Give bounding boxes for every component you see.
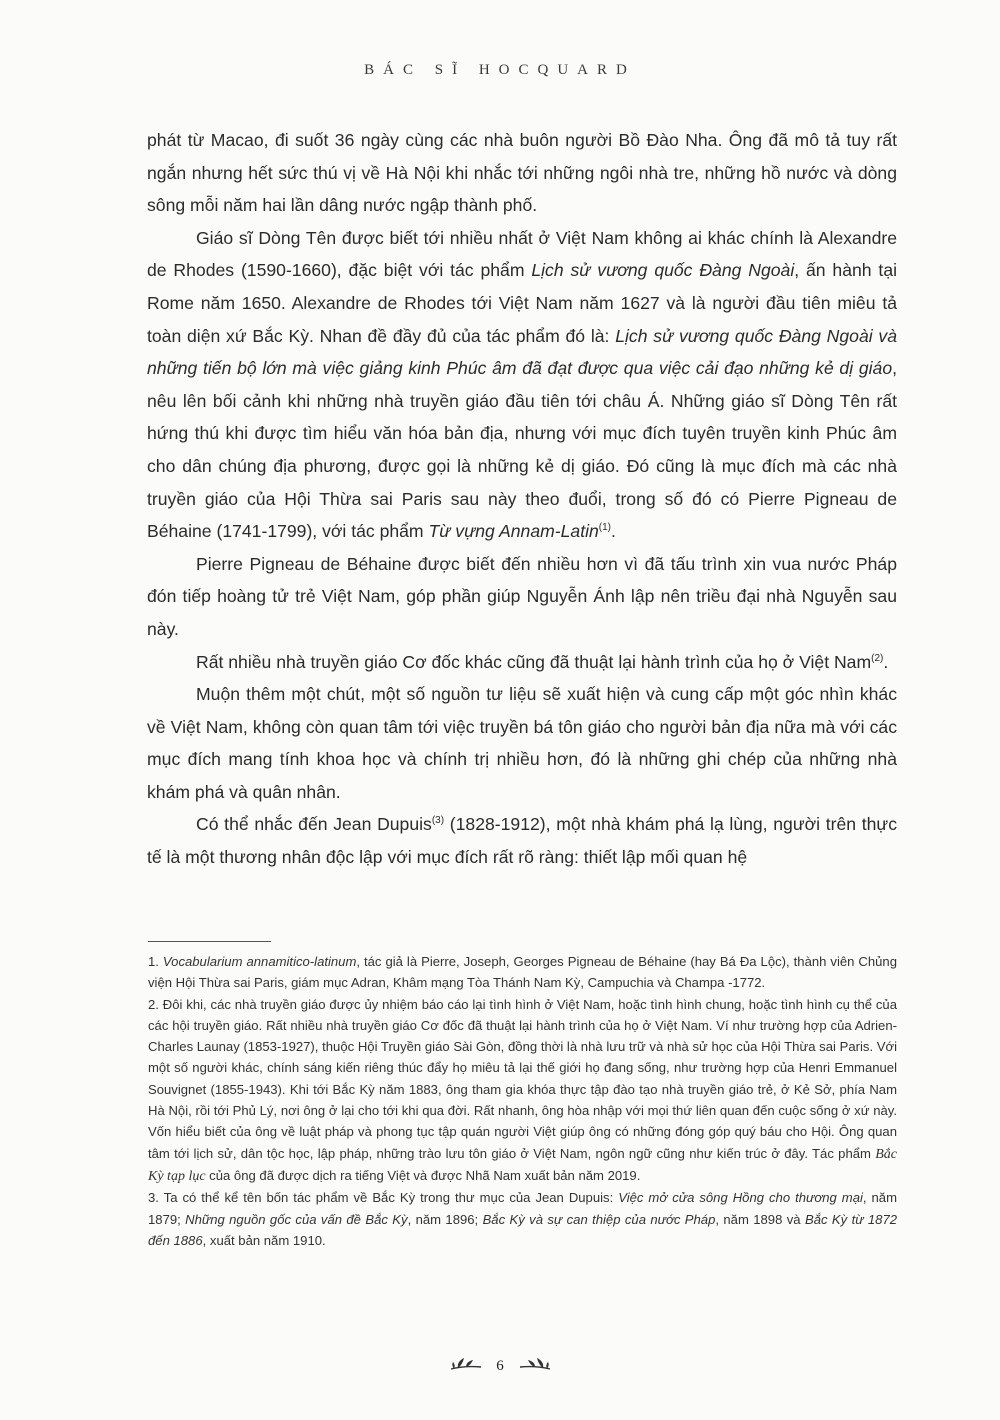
work-title: Từ vựng Annam-Latin — [428, 521, 599, 542]
footnote-1: 1. Vocabularium annamitico-latinum, tác giả là Pierre, Joseph, Georges Pigneau de Béhaine (hay Bá Đa Lộc), thành viên Chủng viện Hội Thừa sai Paris, giám mục Adran, Khâm mạng Tòa Thánh Nam Kỳ, Campuchia và Champa -1772. — [148, 954, 897, 991]
running-head: BÁC SĨ HOCQUARD — [364, 62, 636, 78]
page-number: 6 — [496, 1357, 504, 1374]
main-text — [147, 124, 897, 874]
footnote-3: 3. Ta có thể kể tên bốn tác phẩm về Bắc Kỳ trong thư mục của Jean Dupuis: Việc mở cửa sông Hồng cho thương mại, năm 1879; Những nguồn gốc của vấn đề Bắc Kỳ, năm 1896; Bắc Kỳ và sự can thiệp của nước Pháp, năm 1898 và Bắc Kỳ từ 1872 đến 1886, xuất bản năm 1910. — [148, 1190, 898, 1248]
leaf-sprig-icon — [518, 1356, 552, 1377]
leaf-sprig-icon — [449, 1356, 483, 1377]
paragraph-4: Rất nhiều nhà truyền giáo Cơ đốc khác cũng đã thuật lại hành trình của họ ở Việt Nam$^{(2)}$. — [196, 651, 889, 672]
paragraph-3: Pierre Pigneau de Béhaine được biết đến nhiều hơn vì đã tấu trình xin vua nước Pháp đón tiếp hoàng tử trẻ Việt Nam, góp phần giúp Nguyễn Ánh lập nên triều đại nhà Nguyễn sau này. — [147, 553, 897, 639]
paragraph-1: phát từ Macao, đi suốt 36 ngày cùng các nhà buôn người Bồ Đào Nha. Ông đã mô tả tuy rất ngắn nhưng hết sức thú vị về Hà Nội khi nhắc tới những ngôi nhà tre, những hồ nước và dòng sông mỗi năm hai lần dâng nước ngập thành phố. — [147, 130, 897, 216]
paragraph-6: Có thể nhắc đến Jean Dupuis$^{(3)}$ (1828-1912), một nhà khám phá lạ lùng, người trên thực tế là một thương nhân độc lập với mục đích rất rõ ràng: thiết lập mối quan hệ — [147, 814, 898, 868]
paragraph-2: Giáo sĩ Dòng Tên được biết tới nhiều nhất ở Việt Nam không ai khác chính là Alexandre de Rhodes (1590-1660), đặc biệt với tác phẩm Lịch sử vương quốc Đàng Ngoài, ấn hành tại Rome năm 1650. Alexandre de Rhodes tới Việt Nam năm 1627 và là người đầu tiên miêu tả toàn diện xứ Bắc Kỳ. Nhan đề đầy đủ của tác phẩm đó là: Lịch sử vương quốc Đàng Ngoài và những tiến bộ lớn mà việc giảng kinh Phúc âm đã đạt được qua việc cải đạo những kẻ dị giáo, nêu lên bối cảnh khi những nhà truyền giáo đầu tiên tới châu Á. Những giáo sĩ Dòng Tên rất hứng thú khi được tìm hiểu văn hóa bản địa, nhưng với mục đích tuyên truyền kinh Phúc âm cho dân chúng địa phương, được gọi là những kẻ dị giáo. Đó cũng là mục đích mà các nhà truyền giáo của Hội Thừa sai Paris sau này theo đuổi, trong số đó có Pierre Pigneau de Béhaine (1741-1799), với tác phẩm Từ vựng Annam-Latin$^{(1)}$. — [147, 227, 898, 542]
footnotes — [148, 951, 897, 1251]
paragraph-5: Muộn thêm một chút, một số nguồn tư liệu sẽ xuất hiện và cung cấp một góc nhìn khác về Việt Nam, không còn quan tâm tới việc truyền bá tôn giáo cho người bản địa nữa mà với các mục đích mang tính khoa học và chính trị nhiều hơn, đó là những ghi chép của những nhà khám phá và quân nhân. — [147, 684, 897, 802]
footnote-ref-1[interactable]: (1) — [598, 522, 612, 534]
footnote-2: 2. Đôi khi, các nhà truyền giáo được ủy nhiệm báo cáo lại tình hình ở Việt Nam, hoặc tình hình chung, hoặc tình hình cụ thể của các hội truyền giáo. Rất nhiều nhà truyền giáo Cơ đốc đã thuật lại hành trình của họ ở Việt Nam. Ví như trường hợp của Adrien-Charles Launay (1853-1927), thuộc Hội Truyền giáo Sài Gòn, đồng thời là nhà lưu trữ và nhà sử học của Hội Thừa sai Paris. Với một số người khác, chính sáng kiến riêng thúc đẩy họ miêu tả lại thế giới họ đang sống, như trường hợp của Henri Emmanuel Souvignet (1855-1943). Khi tới Bắc Kỳ năm 1883, ông tham gia khóa thực tập đào tạo nhà truyền giáo trẻ, ở Kẻ Sở, phía Nam Hà Nội, rồi tới Phủ Lý, nơi ông ở lại cho tới khi qua đời. Rất nhanh, ông hòa nhập với mọi thứ liên quan đến cuộc sống ở xứ này. Vốn hiểu biết của ông về luật pháp và phong tục tập quán người Việt giúp ông có những đóng góp quý báu cho Hội. Ông quan tâm tới lịch sử, dân tộc học, lập pháp, những trào lưu tôn giáo ở Việt Nam, ngôn ngữ cũng như kiến trúc ở đây. Tác phẩm Bắc Kỳ tạp lục của ông đã được dịch ra tiếng Việt và được Nhã Nam xuất bản năm 2019. — [148, 996, 897, 1184]
page-folio — [0, 1356, 1000, 1377]
work-title: Lịch sử vương quốc Đàng Ngoài và những tiến bộ lớn mà việc giảng kinh Phúc âm đã đạt được qua việc cải đạo những kẻ dị giáo — [147, 325, 897, 379]
footnote-ref-3[interactable]: (3) — [431, 815, 445, 827]
work-title: Lịch sử vương quốc Đàng Ngoài — [531, 260, 795, 281]
footnote-ref-2[interactable]: (2) — [871, 652, 884, 664]
footnote-divider — [148, 941, 271, 942]
